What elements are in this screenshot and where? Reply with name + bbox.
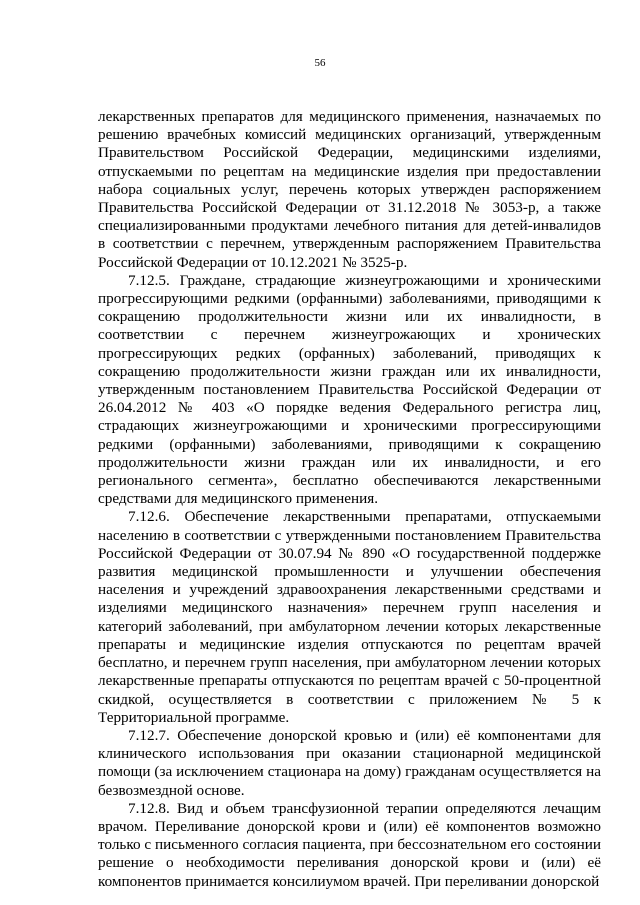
paragraph-continuation: лекарственных препаратов для медицинского применения, назначаемых по решению врачебных комиссий медицинских организаций, утвержденным Правительством Российской Федерации, медицинскими изделиями, отпускаемыми по рецептам на медицинские изделия при предоставлении набора социальных услуг, перечень которых утвержден распоряжением Правительства Российской Федерации от 31.12.2018 № 3053-р, а также специализированными продуктами лечебного питания для детей-инвалидов в соответствии с перечнем, утвержденным распоряжением Правительства Российской Федерации от 10.12.2021 № 3525-р. [98,108,601,271]
paragraph-7-12-8: 7.12.8. Вид и объем трансфузионной терапии определяются лечащим врачом. Переливание донорской крови и (или) её компонентов возможно только с письменного согласия пациента, при бессознательном его состоянии решение о необходимости переливания донорской крови и (или) её компонентов принимается консилиумом врачей. При переливании донорской [98,799,601,890]
document-body [98,108,601,891]
paragraph-7-12-7: 7.12.7. Обеспечение донорской кровью и (или) её компонентами для клинического использования при оказании стационарной медицинской помощи (за исключением стационара на дому) гражданам осуществляется на безвозмездной основе. [98,726,601,799]
paragraph-7-12-5: 7.12.5. Граждане, страдающие жизнеугрожающими и хроническими прогрессирующими редкими (орфанными) заболеваниями, приводящими к сокращению продолжительности жизни или их инвалидности, в соответствии с перечнем жизнеугрожающих и хронических прогрессирующих редких (орфанных) заболеваний, приводящих к сокращению продолжительности жизни граждан или их инвалидности, утвержденным постановлением Правительства Российской Федерации от 26.04.2012 № 403 «О порядке ведения Федерального регистра лиц, страдающих жизнеугрожающими и хроническими прогрессирующими редкими (орфанными) заболеваниями, приводящими к сокращению продолжительности жизни граждан или их инвалидности, и его регионального сегмента», бесплатно обеспечиваются лекарственными средствами для медицинского применения. [98,271,601,508]
page-number: 56 [314,57,326,69]
paragraph-7-12-6: 7.12.6. Обеспечение лекарственными препаратами, отпускаемыми населению в соответствии с утвержденными постановлением Правительства Российской Федерации от 30.07.94 № 890 «О государственной поддержке развития медицинской промышленности и улучшении обеспечения населения и учреждений здравоохранения лекарственными средствами и изделиями медицинского назначения» перечнем групп населения и категорий заболеваний, при амбулаторном лечении которых лекарственные препараты и медицинские изделия отпускаются по рецептам врачей бесплатно, и перечнем групп населения, при амбулаторном лечении которых лекарственные препараты отпускаются по рецептам врачей с 50-процентной скидкой, осуществляется в соответствии с приложением № 5 к Территориальной программе. [98,508,601,726]
